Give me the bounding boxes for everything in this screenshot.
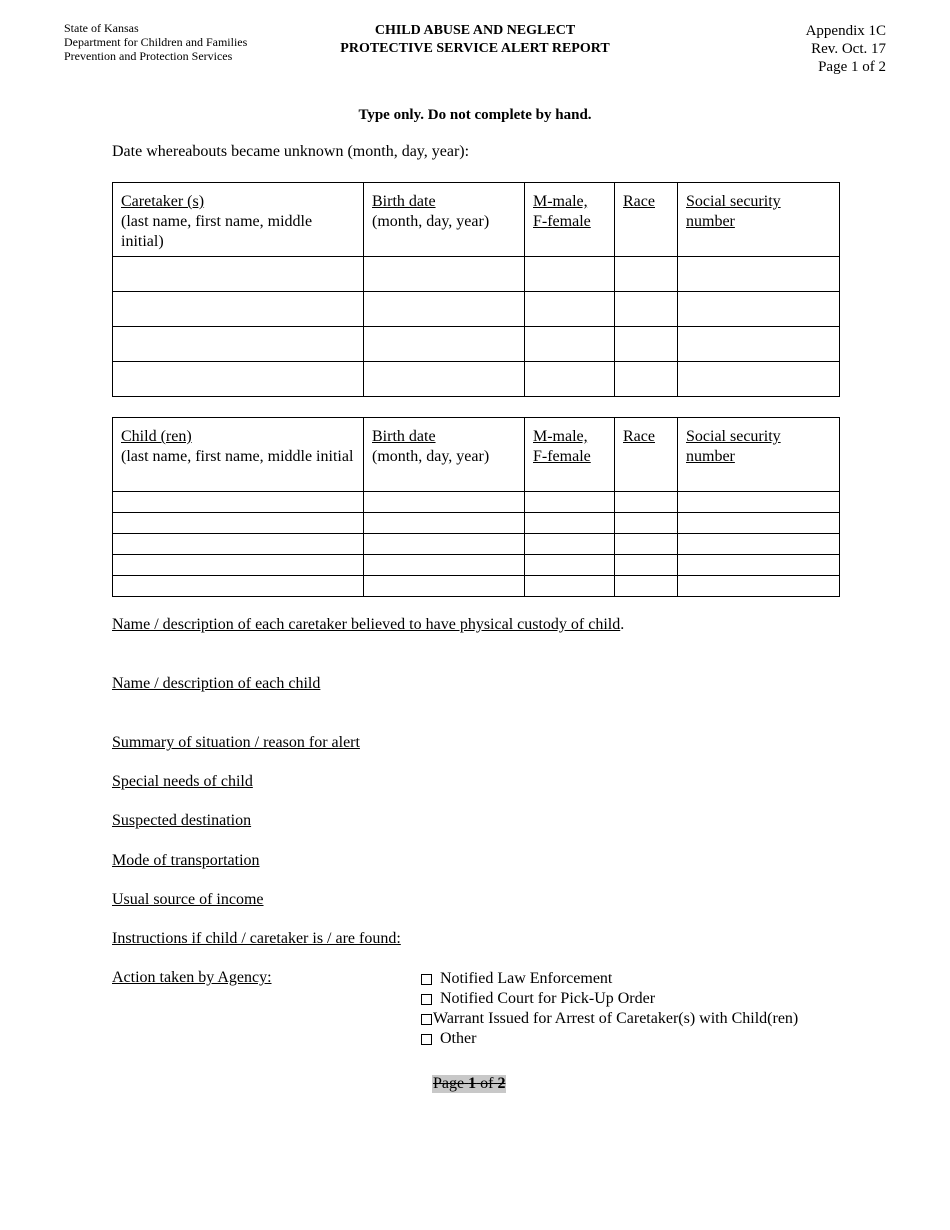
- child-name-header: [113, 418, 364, 492]
- child-name-cell[interactable]: [113, 513, 364, 534]
- caretaker-race-header: [615, 183, 678, 257]
- child-ssn-line-1: Social security: [686, 428, 781, 445]
- child-ssn-line-2: number: [686, 448, 735, 465]
- child-race-cell[interactable]: [615, 534, 678, 555]
- child-birth-cell[interactable]: [364, 492, 525, 513]
- agency-action-options: [420, 969, 798, 1049]
- caretaker-name-header: [113, 183, 364, 257]
- child-header-row: [113, 418, 840, 492]
- caretaker-entry-row: [113, 257, 840, 292]
- transportation-label: Mode of transportation: [112, 852, 260, 869]
- caretaker-race-cell[interactable]: [615, 257, 678, 292]
- action-option-label: Notified Law Enforcement: [436, 970, 613, 987]
- form-title: [300, 22, 650, 58]
- caretaker-birth-cell[interactable]: [364, 257, 525, 292]
- child-birth-cell[interactable]: [364, 534, 525, 555]
- child-name-cell[interactable]: [113, 576, 364, 597]
- caretaker-sex-line-1: M-male,: [533, 193, 588, 210]
- child-name-cell[interactable]: [113, 534, 364, 555]
- caretaker-ssn-line-1: Social security: [686, 193, 781, 210]
- checkbox-icon[interactable]: [421, 1014, 432, 1025]
- child-birth-subtitle: (month, day, year): [372, 448, 490, 465]
- child-ssn-cell[interactable]: [678, 555, 840, 576]
- department-name: Department for Children and Families: [64, 35, 248, 49]
- type-only-note: Type only. Do not complete by hand.: [358, 107, 592, 123]
- checkbox-icon[interactable]: [421, 974, 432, 985]
- child-entry-row: [113, 555, 840, 576]
- child-entry-row: [113, 534, 840, 555]
- caretaker-entry-row: [113, 327, 840, 362]
- caretaker-name-cell[interactable]: [113, 292, 364, 327]
- child-description-label: Name / description of each child: [112, 675, 321, 692]
- caretaker-birth-cell[interactable]: [364, 327, 525, 362]
- agency-block: [64, 21, 247, 63]
- child-ssn-cell[interactable]: [678, 492, 840, 513]
- child-name-subtitle: (last name, first name, middle initial: [121, 448, 354, 465]
- caretaker-description-section: [112, 616, 624, 634]
- action-option-court-order[interactable]: [420, 989, 798, 1009]
- caretaker-race-cell[interactable]: [615, 292, 678, 327]
- child-sex-cell[interactable]: [525, 513, 615, 534]
- child-race-cell[interactable]: [615, 576, 678, 597]
- caretaker-sex-cell[interactable]: [525, 362, 615, 397]
- child-ssn-header: [678, 418, 840, 492]
- caretaker-entry-row: [113, 292, 840, 327]
- caretaker-sex-cell[interactable]: [525, 257, 615, 292]
- child-name-title: Child (ren): [121, 428, 192, 445]
- action-option-label: Warrant Issued for Arrest of Caretaker(s) with Child(ren): [433, 1010, 799, 1027]
- caretaker-ssn-cell[interactable]: [678, 362, 840, 397]
- caretaker-sex-cell[interactable]: [525, 327, 615, 362]
- caretaker-ssn-cell[interactable]: [678, 292, 840, 327]
- appendix-label: Appendix 1C: [805, 23, 886, 39]
- date-unknown-label: Date whereabouts became unknown (month, day, year):: [112, 143, 470, 160]
- child-sex-header: [525, 418, 615, 492]
- caretaker-table: [112, 182, 840, 397]
- child-birth-header: [364, 418, 525, 492]
- footer-page-number: 1: [468, 1075, 477, 1092]
- caretaker-race-cell[interactable]: [615, 327, 678, 362]
- child-sex-line-1: M-male,: [533, 428, 588, 445]
- footer-page-word: Page: [433, 1075, 465, 1092]
- caretaker-entry-row: [113, 362, 840, 397]
- child-sex-cell[interactable]: [525, 492, 615, 513]
- division-name: Prevention and Protection Services: [64, 49, 233, 63]
- caretaker-name-cell[interactable]: [113, 257, 364, 292]
- child-entry-row: [113, 513, 840, 534]
- caretaker-ssn-cell[interactable]: [678, 327, 840, 362]
- caretaker-name-cell[interactable]: [113, 327, 364, 362]
- child-birth-cell[interactable]: [364, 576, 525, 597]
- action-option-law-enforcement[interactable]: [420, 969, 798, 989]
- footer-of-word: of: [480, 1075, 494, 1092]
- child-entry-row: [113, 576, 840, 597]
- revision-label: Rev. Oct. 17: [811, 41, 886, 57]
- child-ssn-cell[interactable]: [678, 513, 840, 534]
- child-table: [112, 417, 840, 597]
- child-name-cell[interactable]: [113, 555, 364, 576]
- caretaker-birth-cell[interactable]: [364, 362, 525, 397]
- caretaker-birth-title: Birth date: [372, 193, 436, 210]
- caretaker-birth-subtitle: (month, day, year): [372, 213, 490, 230]
- caretaker-ssn-cell[interactable]: [678, 257, 840, 292]
- child-race-title: Race: [623, 428, 655, 445]
- checkbox-icon[interactable]: [421, 1034, 432, 1045]
- child-entry-row: [113, 492, 840, 513]
- instructions-label: Instructions if child / caretaker is / are found:: [112, 930, 401, 947]
- child-birth-cell[interactable]: [364, 555, 525, 576]
- state-name: State of Kansas: [64, 21, 139, 35]
- agency-action-label: Action taken by Agency:: [112, 969, 272, 986]
- child-race-cell[interactable]: [615, 492, 678, 513]
- income-source-label: Usual source of income: [112, 891, 264, 908]
- child-birth-title: Birth date: [372, 428, 436, 445]
- child-ssn-cell[interactable]: [678, 534, 840, 555]
- caretaker-sex-line-2: F-female: [533, 213, 591, 230]
- child-race-cell[interactable]: [615, 513, 678, 534]
- caretaker-sex-cell[interactable]: [525, 292, 615, 327]
- caretaker-description-period: .: [620, 616, 625, 633]
- child-ssn-cell[interactable]: [678, 576, 840, 597]
- action-option-label: Notified Court for Pick-Up Order: [436, 990, 656, 1007]
- caretaker-race-cell[interactable]: [615, 362, 678, 397]
- action-option-label: Other: [436, 1030, 477, 1047]
- caretaker-name-title: Caretaker (s): [121, 193, 205, 210]
- suspected-destination-label: Suspected destination: [112, 812, 252, 829]
- caretaker-race-title: Race: [623, 193, 655, 210]
- caretaker-ssn-header: [678, 183, 840, 257]
- page-footer: [432, 1075, 506, 1093]
- child-sex-cell[interactable]: [525, 576, 615, 597]
- special-needs-label: Special needs of child: [112, 773, 253, 790]
- caretaker-birth-header: [364, 183, 525, 257]
- action-option-other[interactable]: [420, 1029, 798, 1049]
- child-sex-cell[interactable]: [525, 555, 615, 576]
- footer-page-total: 2: [497, 1075, 506, 1092]
- action-option-warrant[interactable]: [420, 1009, 798, 1029]
- checkbox-icon[interactable]: [421, 994, 432, 1005]
- caretaker-header-row: [113, 183, 840, 257]
- summary-label: Summary of situation / reason for alert: [112, 734, 360, 751]
- caretaker-name-subtitle: (last name, first name, middle initial): [121, 213, 313, 250]
- child-sex-cell[interactable]: [525, 534, 615, 555]
- form-title-line-1: CHILD ABUSE AND NEGLECT: [374, 23, 576, 38]
- caretaker-birth-cell[interactable]: [364, 292, 525, 327]
- caretaker-name-cell[interactable]: [113, 362, 364, 397]
- caretaker-sex-header: [525, 183, 615, 257]
- child-birth-cell[interactable]: [364, 513, 525, 534]
- child-sex-line-2: F-female: [533, 448, 591, 465]
- caretaker-description-label: Name / description of each caretaker believed to have physical custody of child: [112, 616, 621, 633]
- caretaker-ssn-line-2: number: [686, 213, 735, 230]
- page-count-label: Page 1 of 2: [818, 59, 886, 75]
- child-name-cell[interactable]: [113, 492, 364, 513]
- child-race-cell[interactable]: [615, 555, 678, 576]
- form-title-line-2: PROTECTIVE SERVICE ALERT REPORT: [340, 41, 610, 56]
- form-reference: [806, 22, 886, 76]
- child-race-header: [615, 418, 678, 492]
